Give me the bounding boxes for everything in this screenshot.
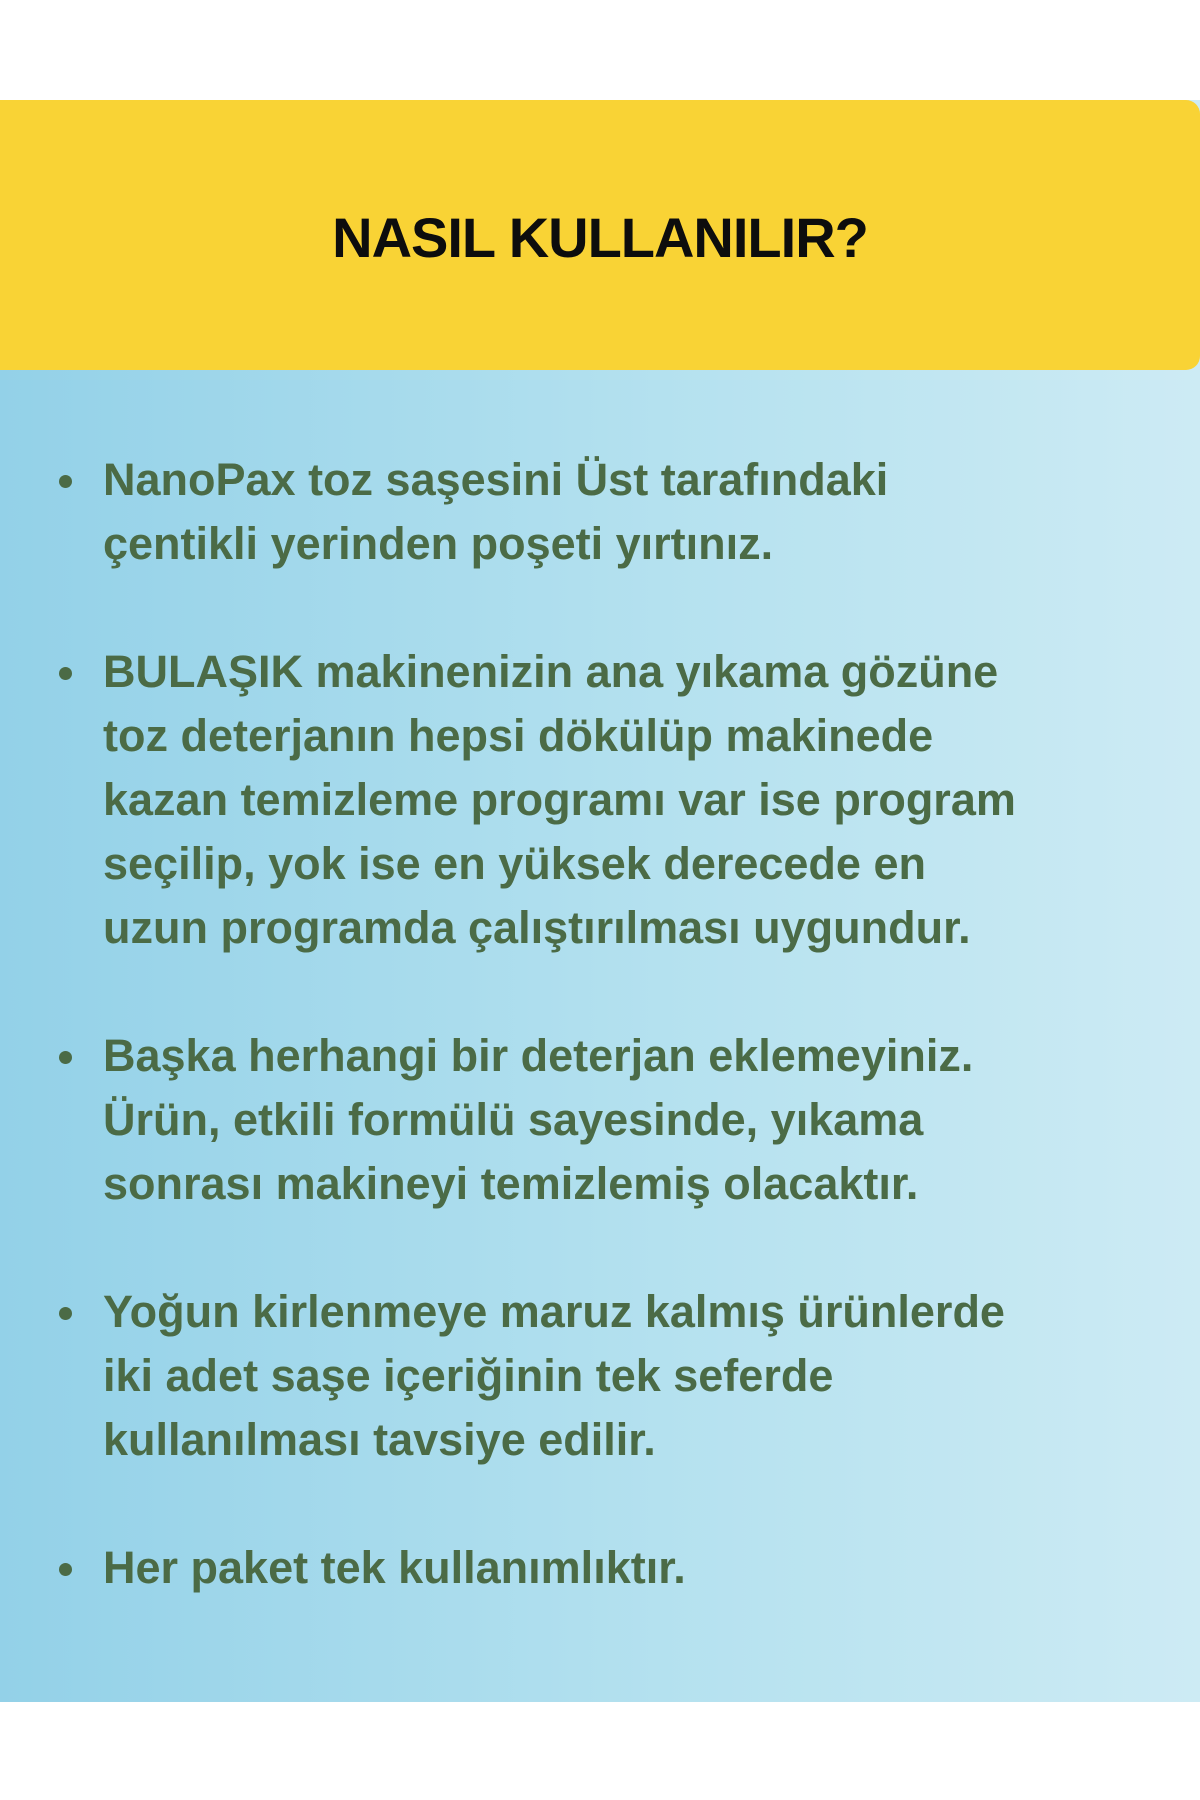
instruction-line: kazan temizleme programı var ise program bbox=[103, 774, 1016, 825]
page-title: NASIL KULLANILIR? bbox=[332, 205, 868, 269]
instruction-line: Başka herhangi bir deterjan eklemeyiniz. bbox=[103, 1030, 974, 1081]
instruction-line: çentikli yerinden poşeti yırtınız. bbox=[103, 518, 774, 569]
bullet-icon bbox=[59, 1563, 72, 1576]
instruction-line: Yoğun kirlenmeye maruz kalmış ürünlerde bbox=[103, 1286, 1005, 1337]
bullet-icon bbox=[59, 1307, 72, 1320]
instruction-list bbox=[0, 448, 1200, 1664]
bullet-icon bbox=[59, 1051, 72, 1064]
instruction-line: uzun programda çalıştırılması uygundur. bbox=[103, 902, 971, 953]
instruction-line: seçilip, yok ise en yüksek derecede en bbox=[103, 838, 926, 889]
instruction-line: sonrası makineyi temizlemiş olacaktır. bbox=[103, 1158, 919, 1209]
instruction-item-2 bbox=[0, 640, 1200, 960]
instruction-item-5 bbox=[0, 1536, 1200, 1600]
instruction-line: toz deterjanın hepsi dökülüp makinede bbox=[103, 710, 934, 761]
instruction-line: iki adet saşe içeriğinin tek seferde bbox=[103, 1350, 834, 1401]
instruction-line: Ürün, etkili formülü sayesinde, yıkama bbox=[103, 1094, 924, 1145]
bullet-icon bbox=[59, 475, 72, 488]
instruction-line: Her paket tek kullanımlıktır. bbox=[103, 1542, 686, 1593]
instruction-item-4 bbox=[0, 1280, 1200, 1472]
instruction-line: kullanılması tavsiye edilir. bbox=[103, 1414, 656, 1465]
title-banner bbox=[0, 100, 1200, 370]
instruction-line: NanoPax toz saşesini Üst tarafındaki bbox=[103, 454, 889, 505]
instruction-item-1 bbox=[0, 448, 1200, 576]
instruction-item-3 bbox=[0, 1024, 1200, 1216]
bullet-icon bbox=[59, 667, 72, 680]
instruction-line: BULAŞIK makinenizin ana yıkama gözüne bbox=[103, 646, 999, 697]
